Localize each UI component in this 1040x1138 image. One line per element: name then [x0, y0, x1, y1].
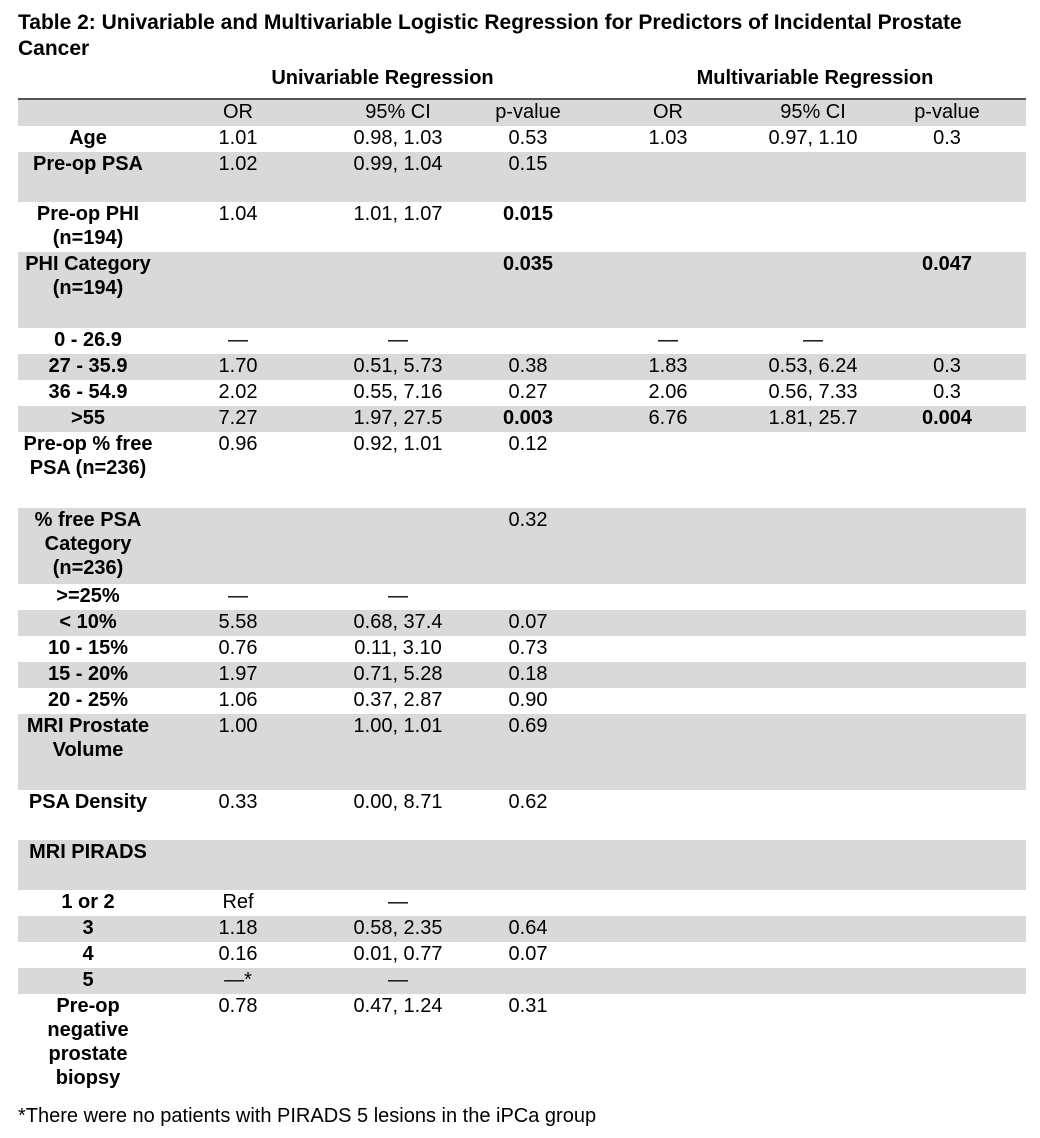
row-label: 1 or 2: [61, 891, 115, 913]
table-cell: 1.06: [218, 689, 258, 711]
table-cell: —: [228, 585, 248, 607]
table-cell: 2.06: [648, 381, 688, 403]
table-cell: [578, 994, 758, 1096]
table-cell: —: [388, 329, 408, 351]
table-cell: 0.90: [508, 689, 548, 711]
table-cell: [868, 610, 1026, 636]
table-cell: 0.56, 7.33: [768, 381, 858, 403]
column-header: 95% CI: [758, 100, 868, 126]
table-cell: 0.37, 2.87: [353, 689, 443, 711]
table-cell: [578, 714, 758, 790]
table-cell: [868, 152, 1026, 202]
table-cell: 0.58, 2.35: [318, 916, 478, 942]
row-label: >55: [18, 406, 158, 432]
regression-table: [18, 100, 1026, 1096]
table-cell: [758, 508, 868, 584]
row-label: Pre-op % free PSA (n=236): [23, 433, 153, 479]
row-label: < 10%: [18, 610, 158, 636]
table-cell: 0.035: [478, 252, 578, 328]
table-cell: [868, 994, 1026, 1096]
table-cell: 0.78: [218, 995, 258, 1017]
table-row: [18, 714, 1026, 790]
table-cell: —*: [158, 968, 318, 994]
table-cell: Ref: [222, 891, 254, 913]
table-cell: [758, 942, 868, 968]
table-cell: [868, 942, 1026, 968]
table-cell: [578, 688, 758, 714]
table-cell: 0.64: [478, 916, 578, 942]
table-cell: 0.15: [478, 152, 578, 202]
table-cell: 0.38: [478, 354, 578, 380]
table-row: [18, 432, 1026, 508]
table-cell: 1.01: [218, 127, 258, 149]
table-row: [18, 610, 1026, 636]
table-cell: [158, 508, 318, 584]
table-cell: 1.81, 25.7: [758, 406, 868, 432]
table-cell: [868, 508, 1026, 584]
table-cell: 1.03: [648, 127, 688, 149]
table-cell: 2.02: [218, 381, 258, 403]
table-row: [18, 328, 1026, 354]
table-cell: 0.004: [868, 406, 1026, 432]
row-label: >=25%: [56, 585, 120, 607]
table-cell: —: [318, 968, 478, 994]
row-label: Pre-op negative prostate biopsy: [47, 995, 129, 1089]
table-cell: [578, 152, 758, 202]
table-cell: [578, 662, 758, 688]
table-cell: —: [658, 329, 678, 351]
table-cell: 0.33: [218, 791, 258, 813]
table-cell: [578, 508, 758, 584]
table-cell: 0.12: [508, 433, 548, 455]
table-cell: 0.47, 1.24: [353, 995, 443, 1017]
table-cell: [478, 968, 578, 994]
table-cell: 0.3: [868, 354, 1026, 380]
table-cell: 0.68, 37.4: [318, 610, 478, 636]
table-cell: [578, 636, 758, 662]
table-cell: [758, 688, 868, 714]
table-row: [18, 790, 1026, 840]
table-cell: [758, 252, 868, 328]
table-cell: 1.02: [158, 152, 318, 202]
table-cell: [478, 328, 578, 354]
row-label: MRI PIRADS: [18, 840, 158, 890]
table-row: [18, 252, 1026, 328]
row-label: 27 - 35.9: [18, 354, 158, 380]
table-cell: [868, 202, 1026, 252]
table-cell: 0.16: [218, 943, 258, 965]
table-cell: [758, 202, 868, 252]
table-cell: [758, 968, 868, 994]
table-cell: [318, 508, 478, 584]
table-cell: 0.00, 8.71: [353, 791, 443, 813]
table-cell: 1.18: [158, 916, 318, 942]
table-row: [18, 508, 1026, 584]
table-footnote: *There were no patients with PIRADS 5 lesions in the iPCa group: [18, 1105, 597, 1127]
table-cell: 1.01, 1.07: [353, 203, 443, 225]
column-header: 95% CI: [318, 100, 478, 126]
row-label: 15 - 20%: [18, 662, 158, 688]
table-cell: 0.76: [218, 637, 258, 659]
table-cell: 1.00, 1.01: [318, 714, 478, 790]
table-cell: [578, 840, 758, 890]
univariable-group-header: Univariable Regression: [271, 67, 494, 89]
table-cell: [318, 840, 478, 890]
row-label: 0 - 26.9: [54, 329, 122, 351]
table-cell: [868, 790, 1026, 840]
table-cell: 0.31: [508, 995, 548, 1017]
table-cell: 0.27: [508, 381, 548, 403]
table-cell: [868, 662, 1026, 688]
table-cell: 6.76: [578, 406, 758, 432]
table-cell: 1.83: [578, 354, 758, 380]
table-cell: [158, 840, 318, 890]
row-label: 5: [18, 968, 158, 994]
column-header-row: [18, 100, 1026, 126]
row-label: MRI Prostate Volume: [18, 714, 158, 790]
table-cell: 0.047: [868, 252, 1026, 328]
table-row: [18, 942, 1026, 968]
table-cell: [578, 890, 758, 916]
table-row: [18, 152, 1026, 202]
table-cell: 0.53, 6.24: [758, 354, 868, 380]
table-cell: 1.70: [158, 354, 318, 380]
multivariable-group-header: Multivariable Regression: [696, 67, 934, 89]
table-cell: 0.3: [933, 381, 961, 403]
table-cell: [578, 252, 758, 328]
row-label: 20 - 25%: [47, 689, 129, 711]
row-label: % free PSA Category (n=236): [18, 508, 158, 584]
table-cell: [758, 994, 868, 1096]
table-cell: [758, 714, 868, 790]
table-row: [18, 636, 1026, 662]
table-cell: [478, 890, 578, 916]
table-cell: [758, 916, 868, 942]
table-cell: 1.97: [158, 662, 318, 688]
table-cell: [758, 152, 868, 202]
table-cell: [758, 840, 868, 890]
table-cell: [868, 688, 1026, 714]
table-cell: 0.96: [218, 433, 258, 455]
table-cell: [758, 584, 868, 610]
table-cell: 0.97, 1.10: [768, 127, 858, 149]
table-cell: 0.07: [478, 610, 578, 636]
table-cell: 0.18: [478, 662, 578, 688]
table-cell: 0.01, 0.77: [353, 943, 443, 965]
row-label: PHI Category (n=194): [18, 252, 158, 328]
table-cell: 0.99, 1.04: [318, 152, 478, 202]
table-cell: 0.98, 1.03: [353, 127, 443, 149]
table-row: [18, 662, 1026, 688]
table-cell: 0.62: [508, 791, 548, 813]
table-cell: [868, 916, 1026, 942]
table-cell: —: [803, 329, 823, 351]
table-row: [18, 126, 1026, 152]
table-cell: [868, 636, 1026, 662]
table-row: [18, 380, 1026, 406]
table-cell: 0.71, 5.28: [318, 662, 478, 688]
row-label: Pre-op PHI (n=194): [36, 203, 140, 249]
row-label: PSA Density: [28, 791, 148, 813]
table-cell: 0.11, 3.10: [354, 637, 442, 659]
table-cell: 1.00: [158, 714, 318, 790]
table-cell: —: [388, 585, 408, 607]
row-label: Pre-op PSA: [18, 152, 158, 202]
row-label: Age: [69, 127, 107, 149]
table-cell: [868, 432, 1026, 508]
table-cell: 0.003: [478, 406, 578, 432]
table-cell: 0.3: [933, 127, 961, 149]
table-row: [18, 890, 1026, 916]
table-cell: [868, 328, 1026, 354]
table-row: [18, 584, 1026, 610]
table-cell: 0.07: [508, 943, 548, 965]
table-cell: 0.92, 1.01: [353, 433, 443, 455]
table-cell: [868, 968, 1026, 994]
table-row: [18, 688, 1026, 714]
table-cell: [478, 584, 578, 610]
table-cell: 0.015: [502, 203, 554, 225]
table-cell: [578, 942, 758, 968]
table-cell: [868, 840, 1026, 890]
table-cell: 7.27: [158, 406, 318, 432]
table-cell: [758, 790, 868, 840]
table-cell: [758, 636, 868, 662]
table-cell: [318, 252, 478, 328]
table-row: [18, 840, 1026, 890]
table-cell: [578, 916, 758, 942]
row-label: 3: [18, 916, 158, 942]
table-cell: [158, 252, 318, 328]
table-cell: [578, 968, 758, 994]
table-cell: [578, 432, 758, 508]
row-label: 4: [82, 943, 94, 965]
table-cell: 1.04: [218, 203, 258, 225]
table-cell: 0.53: [508, 127, 548, 149]
table-cell: [758, 890, 868, 916]
table-title: Table 2: Univariable and Multivariable Logistic Regression for Predictors of Incidental Prostate Cancer: [18, 11, 962, 60]
row-label: 36 - 54.9: [48, 381, 128, 403]
column-header: OR: [578, 100, 758, 126]
table-cell: 0.55, 7.16: [353, 381, 443, 403]
table-row: [18, 968, 1026, 994]
table-cell: [578, 202, 758, 252]
table-row: [18, 994, 1026, 1096]
table-cell: 5.58: [158, 610, 318, 636]
table-cell: 0.73: [508, 637, 548, 659]
table-cell: [758, 432, 868, 508]
table-row: [18, 202, 1026, 252]
table-cell: [578, 790, 758, 840]
table-cell: [868, 584, 1026, 610]
table-cell: [758, 610, 868, 636]
table-row: [18, 354, 1026, 380]
table-cell: [478, 840, 578, 890]
row-label: 10 - 15%: [47, 637, 129, 659]
column-header: [18, 100, 158, 126]
table-cell: [868, 890, 1026, 916]
table-cell: 0.32: [478, 508, 578, 584]
table-cell: —: [228, 329, 248, 351]
table-row: [18, 916, 1026, 942]
table-cell: 1.97, 27.5: [318, 406, 478, 432]
column-header: OR: [158, 100, 318, 126]
table-cell: 0.51, 5.73: [318, 354, 478, 380]
table-cell: [868, 714, 1026, 790]
column-header: p-value: [478, 100, 578, 126]
column-header: p-value: [868, 100, 1026, 126]
table-cell: 0.69: [478, 714, 578, 790]
table-cell: [578, 584, 758, 610]
table-row: [18, 406, 1026, 432]
table-cell: —: [388, 891, 408, 913]
table-cell: [758, 662, 868, 688]
table-cell: [578, 610, 758, 636]
